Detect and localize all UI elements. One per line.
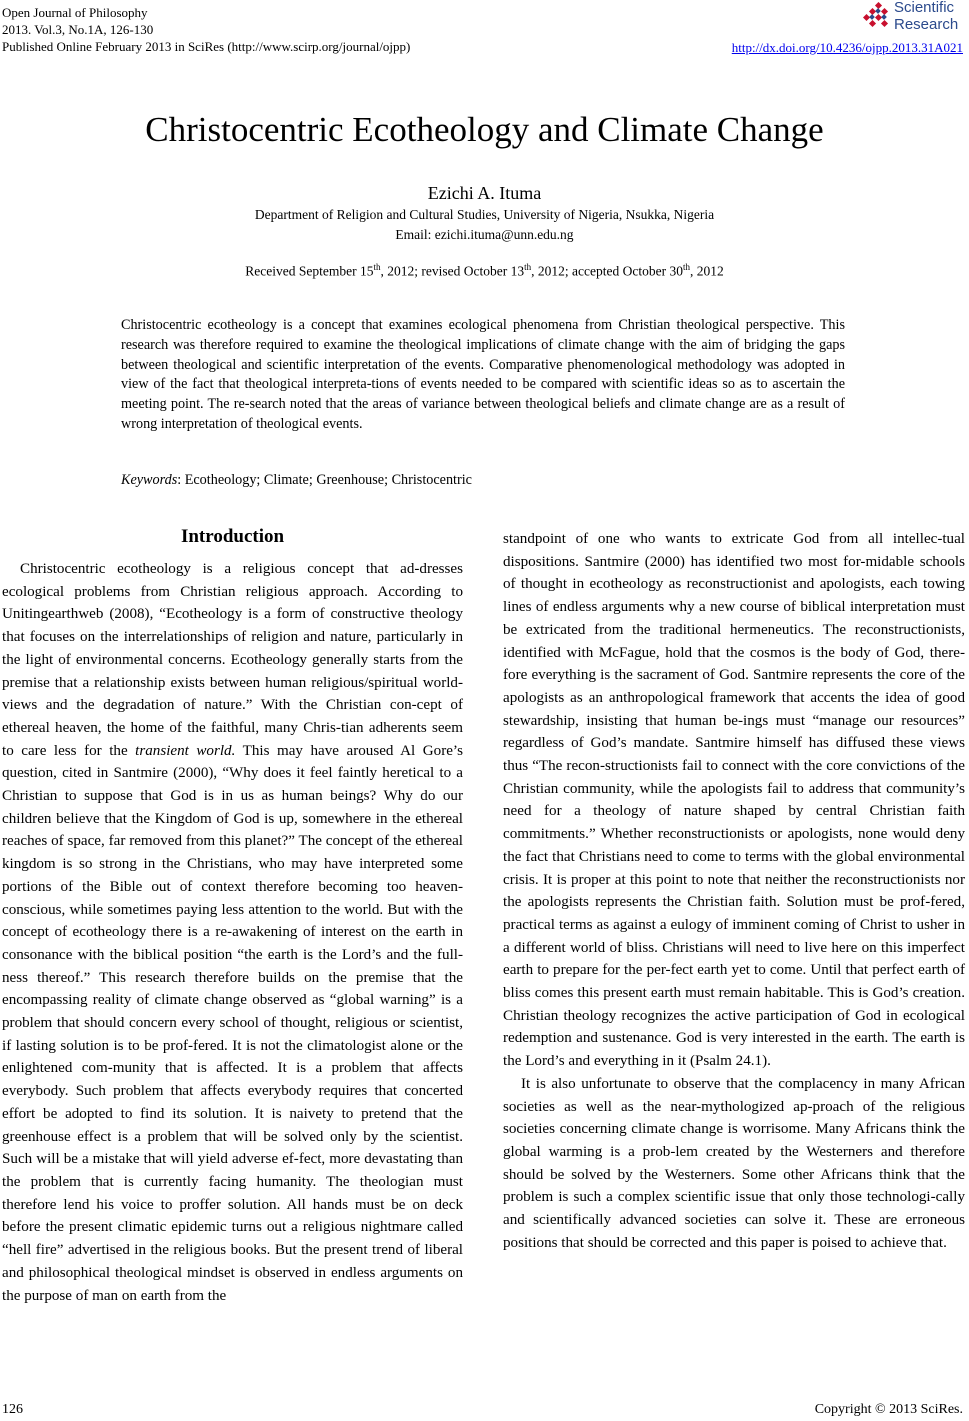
journal-name: Open Journal of Philosophy: [2, 5, 148, 20]
paragraph-italic-text: transient world.: [135, 742, 236, 759]
paragraph: It is also unfortunate to observe that the complacency in many African societies as well as the near-mythologized ap-proach of the religious societies concerning climate change is worrisome. Many Africans think the global warming is a prob-lem created by the Westerners and therefore should be solved by the Westerners. Some other Africans think that the problem is such a complex scientific issue that only those technologi-cally and scientifically advanced societies can solve it. These are erroneous positions that should be corrected and this paper is poised to achieve that.: [503, 1075, 965, 1251]
paragraph-text: Christocentric ecotheology is a religious concept that ad-dresses ecological problems from Christian religious approach. According to Unitingearthweb (2008), “Ecotheology is a form of constructive theology that focuses on the interrelationships of religion and nature, particularly in the light of environmental concerns. Ecotheology generally starts from the premise that a relationship exists between human religious/spiritual world-views and the degradation of nature.” With the Christian con-cept of ethereal heaven, the home of the faithful, many Chris-tian adherents seem to care less for the: [2, 561, 463, 759]
accepted-sup: th: [682, 262, 690, 272]
received-date: Received September 15: [245, 263, 374, 279]
doi-link[interactable]: http://dx.doi.org/10.4236/ojpp.2013.31A021: [731, 40, 963, 55]
page-number: 126: [2, 1402, 23, 1417]
left-column: [2, 524, 463, 1307]
publisher-logo[interactable]: [863, 0, 963, 36]
scientific-research-logo-icon: [863, 2, 893, 32]
published-online-line: Published Online February 2013 in SciRes (http://www.scirp.org/journal/ojpp): [2, 39, 411, 54]
received-sup: th: [373, 262, 381, 272]
copyright-notice: Copyright © 2013 SciRes.: [814, 1402, 963, 1417]
accepted-year: , 2012: [689, 263, 724, 279]
author-name: Ezichi A. Ituma: [427, 183, 542, 203]
article-title: Christocentric Ecotheology and Climate Change: [145, 110, 824, 149]
logo-line-2: Research: [894, 16, 959, 33]
keywords-list: : Ecotheology; Climate; Greenhouse; Christocentric: [177, 472, 472, 488]
keywords: [121, 472, 845, 489]
logo-text: [894, 0, 958, 33]
section-heading-introduction: Introduction: [180, 526, 285, 547]
revised-date: , 2012; revised October 13: [380, 263, 525, 279]
journal-volume: 2013. Vol.3, No.1A, 126-130: [2, 22, 154, 37]
paragraph: standpoint of one who wants to extricate God from all intellec-tual dispositions. Santmire (2000) has identified two most for-midable schools of thought in ecotheology as reconstructionist and apologists, each towing lines of endless arguments why a new course of biblical interpretation must be extricated from the traditional hermeneutics. The reconstructionists, identified with McFague, hold that the cosmos is the body of God, there-fore everything is the sacrament of God. Santmire represents the core of the apologists as an anthropological framework that accents the idea of good stewardship, insisting that human be-ings must “manage our resources” regardless of God’s mandate. Santmire himself has diffused these views thus “The recon-structionists fail to connect with the core convictions of the Christian community, while the apologists fail to address that community’s need for a theology of nature shaped by central Christian faith commitments.” Whether reconstructionists or apologists, none would deny the fact that Christians need to come to terms with the global environmental crisis. It is proper at this point to note that neither the reconstructionists nor the apologists represents the Christian faith. Solution must be prof-fered, practical terms as against a eulogy of imminent coming of Christ to usher in a different world of bliss. Christians will need to live here on this imperfect earth to prepare for the per-fect earth yet to come. Until that perfect earth of bliss comes this present earth must remain habitable. This is God’s creation. Christian theology recognizes the active participation of God in ecological redemption and sustenance. God is very interested in the earth. The earth is the Lord’s and everything in it (Psalm 24.1).: [503, 531, 965, 1070]
keywords-label: Keywords: [121, 472, 178, 488]
accepted-date: , 2012; accepted October 30: [531, 263, 683, 279]
author-email: Email: ezichi.ituma@unn.edu.ng: [395, 227, 574, 242]
paragraph: [2, 558, 463, 1307]
paragraph-text-continued: This may have aroused Al Gore’s question, cited in Santmire (2000), “Why does it feel faintly heretical to a Christian to suppose that God is in us as human beings? Why do our children believe that the Kingdom of God is up, somewhere in the ethereal reaches of space, far removed from this planet?” The concept of the ethereal kingdom is so strong in the Christians, who may have interpreted some portions of the Bible out of context therefore becoming too heaven-conscious, while sometimes paying less attention to the world. But with the concept of ecotheology there is a re-awakening of interest on the earth in consonance with the biblical position “the earth is the Lord’s and the full-ness thereof.” This research therefore builds on the premise that the encompassing reality of climate change observed as “global warning” is a problem that should concern every school of thought, religious or scientist, if lasting solution is to be prof-fered. It is not the climatologist alone or the enlightened com-munity that is affected. It is a problem that affects everybody. Such problem that affects everybody requires that concerted effort be adopted to find its solution. It is naivety to pretend that the greenhouse effect is a problem that will be solved only by the scientist. Such will be a mistake that will yield adverse ef-fect, more devastating than the problem that is currently facing humanity. The theologian must therefore lend his voice to proffer solution. All hands must be on deck before the present climatic epidemic turns out a religious nightmare called “hell fire” advertised in the religious books. But the present trend of liberal and philosophical theological mindset is observed in endless arguments on the purpose of man on earth from the: [2, 742, 463, 1304]
received-dates: [0, 262, 969, 280]
author-affiliation: Department of Religion and Cultural Studies, University of Nigeria, Nsukka, Nigeria: [254, 207, 715, 222]
journal-header: [2, 4, 642, 55]
revised-sup: th: [524, 262, 532, 272]
logo-line-1: Scientific: [894, 0, 955, 16]
abstract: Christocentric ecotheology is a concept that examines ecological phenomena from Christian theological perspective. This research was therefore required to examine the theological implications of climate change with the aim of bridging the gaps between theological and scientific interpretation of the events. Comparative phenomenological methodology was adopted in view of the fact that theological interpreta-tions of events needed to be compared with scientific ideas so as to ascertain the meeting point. The re-search noted that the areas of variance between theological beliefs and climate change are as a result of wrong interpretation of theological events.: [121, 317, 845, 432]
right-column: [503, 528, 965, 1255]
